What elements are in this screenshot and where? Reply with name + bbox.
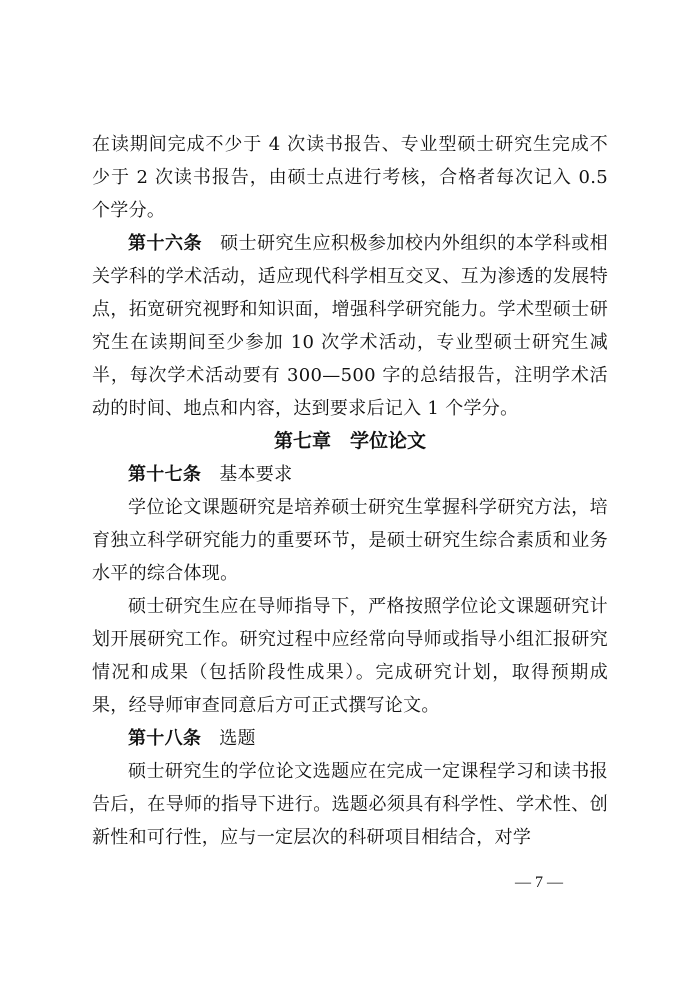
article-18-title: 选题 [219,728,256,749]
article-17-heading: 第十七条 [128,464,202,485]
paragraph-reading-report: 在读期间完成不少于 4 次读书报告、专业型硕士研究生完成不少于 2 次读书报告，由硕士点进行考核，合格者每次记入 0.5 个学分。 [92,134,608,221]
article-18-paragraph-1: 硕士研究生的学位论文选题应在完成一定课程学习和读书报告后，在导师的指导下进行。选题必须具有科学性、学术性、创新性和可行性，应与一定层次的科研项目相结合，对学 [92,761,608,848]
article-17-paragraph-1: 学位论文课题研究是培养硕士研究生掌握科学研究方法，培育独立科学研究能力的重要环节，是硕士研究生综合素质和业务水平的综合体现。 [92,497,608,584]
article-16-text: 硕士研究生应积极参加校内外组织的本学科或相关学科的学术活动，适应现代科学相互交叉、互为渗透的发展特点，拓宽研究视野和知识面，增强科学研究能力。学术型硕士研究生在读期间至少参加 10 次学术活动，专业型硕士研究生减半，每次学术活动要有 300—500 字的总结报告，注明学术活动的时间、地点和内容，达到要求后记入 1 个学分。 [92,233,608,419]
document-body [92,128,608,854]
article-17-title: 基本要求 [219,464,293,485]
article-18-heading: 第十八条 [128,728,202,749]
article-18 [92,722,608,755]
article-17-paragraph-2: 硕士研究生应在导师指导下，严格按照学位论文课题研究计划开展研究工作。研究过程中应经常向导师或指导小组汇报研究情况和成果（包括阶段性成果）。完成研究计划，取得预期成果，经导师审查同意后方可正式撰写论文。 [92,596,608,716]
chapter-7-title: 第七章 学位论文 [273,430,426,452]
page-number: — 7 — [515,874,563,891]
article-16 [92,227,608,425]
article-16-heading: 第十六条 [128,233,202,254]
article-17 [92,458,608,491]
